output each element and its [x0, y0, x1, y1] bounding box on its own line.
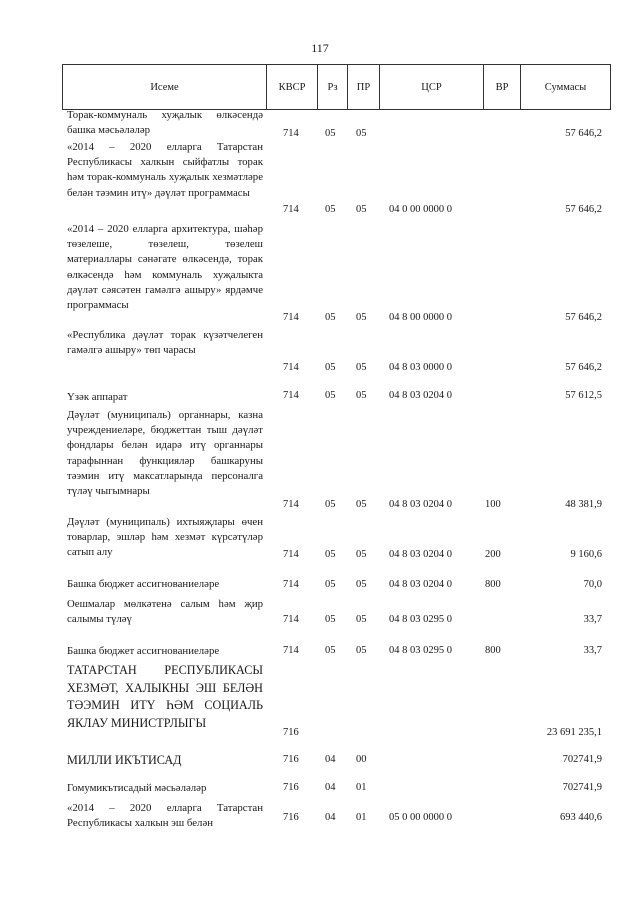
row-name: «2014 – 2020 елларга Татарстан Республикасы халкын эш белән [67, 802, 263, 830]
row-csr: 04 0 00 0000 0 [389, 204, 452, 215]
row-rz: 05 [325, 645, 336, 656]
row-vr: 200 [485, 549, 501, 560]
row-pr: 05 [356, 645, 367, 656]
row-kvsr: 714 [283, 362, 299, 373]
row-csr: 04 8 03 0000 0 [389, 362, 452, 373]
row-csr: 04 8 03 0204 0 [389, 579, 452, 590]
row-pr: 01 [356, 812, 367, 823]
row-rz: 05 [325, 499, 336, 510]
row-sum: 33,7 [583, 614, 602, 625]
row-kvsr: 714 [283, 549, 299, 560]
row-name: Үзәк аппарат [67, 391, 128, 403]
row-name: Гомумикътисадый мәсьәләләр [67, 782, 207, 794]
row-name: Башка бюджет ассигнованиеләре [67, 578, 220, 590]
row-pr: 05 [356, 128, 367, 139]
row-rz: 04 [325, 812, 336, 823]
row-pr: 05 [356, 204, 367, 215]
row-kvsr: 714 [283, 499, 299, 510]
row-kvsr: 716 [283, 782, 299, 793]
row-rz: 05 [325, 204, 336, 215]
row-name: Дәүләт (муниципаль) ихтыяҗлары өчен товарлар, эшләр һәм хезмәт күрсәтүләр сатып алу [67, 516, 263, 559]
row-rz: 04 [325, 754, 336, 765]
row-csr: 04 8 03 0204 0 [389, 549, 452, 560]
row-pr: 05 [356, 614, 367, 625]
row-rz: 05 [325, 549, 336, 560]
row-kvsr: 714 [283, 312, 299, 323]
row-kvsr: 714 [283, 204, 299, 215]
row-rz: 05 [325, 614, 336, 625]
header-pr: ПР [347, 65, 379, 109]
row-name: Торак-коммуналь хуҗалык өлкәсендә башка мәсьәләләр [67, 109, 263, 137]
row-pr: 05 [356, 579, 367, 590]
row-sum: 702741,9 [562, 782, 602, 793]
row-name: «2014 – 2020 елларга архитектура, шәһәр төзелеше, төзелеш, төзелеш материаллары сәнәгате өлкәсендә, торак өлкәсендә һәм коммуналь хуҗалыкта дәүләт сәясәтен гамәлгә ашыру» ярдәмче программасы [67, 223, 263, 312]
row-sum: 57 612,5 [565, 390, 602, 401]
row-sum: 70,0 [583, 579, 602, 590]
header-kvsr: КВСР [266, 65, 317, 109]
row-kvsr: 716 [283, 754, 299, 765]
row-pr: 05 [356, 362, 367, 373]
row-rz: 04 [325, 782, 336, 793]
row-name: ТАТАРСТАН РЕСПУБЛИКАСЫ ХЕЗМӘТ, ХАЛЫКНЫ ЭШ БЕЛӘН ТӘЭМИН ИТҮ ҺӘМ СОЦИАЛЬ ЯКЛАУ МИНИСТРЛЫГЫ [67, 663, 263, 730]
row-sum: 693 440,6 [560, 812, 602, 823]
row-sum: 33,7 [583, 645, 602, 656]
row-rz: 05 [325, 579, 336, 590]
row-sum: 57 646,2 [565, 204, 602, 215]
row-name: Дәүләт (муниципаль) органнары, казна учреждениеләре, бюджеттан тыш дәүләт фондлары белән идарә итү органнары тарафыннан функцияләр башкаруны тәэмин итү максатларында персоналга түләү чыгымнары [67, 409, 263, 498]
row-sum: 48 381,9 [565, 499, 602, 510]
row-kvsr: 716 [283, 727, 299, 738]
row-kvsr: 714 [283, 645, 299, 656]
row-pr: 05 [356, 312, 367, 323]
row-name: Башка бюджет ассигнованиеләре [67, 645, 220, 657]
row-csr: 04 8 00 0000 0 [389, 312, 452, 323]
row-sum: 57 646,2 [565, 128, 602, 139]
row-csr: 04 8 03 0204 0 [389, 499, 452, 510]
header-rz: Рз [317, 65, 347, 109]
row-rz: 05 [325, 390, 336, 401]
row-name: МИЛЛИ ИКЪТИСАД [67, 753, 182, 767]
row-name: Оешмалар мөлкәтенә салым һәм җир салымы түләү [67, 598, 263, 626]
row-name: «Республика дәүләт торак күзәтчелеген гамәлгә ашыру» төп чарасы [67, 329, 263, 357]
row-sum: 9 160,6 [570, 549, 602, 560]
header-csr: ЦСР [379, 65, 483, 109]
table-header [62, 64, 611, 110]
row-csr: 04 8 03 0295 0 [389, 614, 452, 625]
row-kvsr: 714 [283, 579, 299, 590]
header-name: Исеме [150, 81, 179, 93]
row-kvsr: 714 [283, 390, 299, 401]
page-number: 117 [311, 41, 329, 55]
row-rz: 05 [325, 128, 336, 139]
row-kvsr: 716 [283, 812, 299, 823]
row-sum: 57 646,2 [565, 312, 602, 323]
row-pr: 00 [356, 754, 367, 765]
row-csr: 05 0 00 0000 0 [389, 812, 452, 823]
row-name: «2014 – 2020 елларга Татарстан Республикасы халкын сыйфатлы торак һәм торак-коммуналь хуҗалык хезмәтләре белән тәэмин итү» дәүләт программасы [67, 141, 263, 199]
header-sum: Суммасы [520, 65, 610, 109]
row-sum: 23 691 235,1 [546, 727, 602, 738]
row-pr: 01 [356, 782, 367, 793]
row-vr: 100 [485, 499, 501, 510]
row-kvsr: 714 [283, 614, 299, 625]
row-vr: 800 [485, 579, 501, 590]
row-rz: 05 [325, 362, 336, 373]
row-csr: 04 8 03 0204 0 [389, 390, 452, 401]
row-sum: 57 646,2 [565, 362, 602, 373]
row-pr: 05 [356, 549, 367, 560]
row-sum: 702741,9 [562, 754, 602, 765]
row-pr: 05 [356, 390, 367, 401]
row-vr: 800 [485, 645, 501, 656]
header-vr: ВР [483, 65, 520, 109]
row-rz: 05 [325, 312, 336, 323]
row-pr: 05 [356, 499, 367, 510]
row-kvsr: 714 [283, 128, 299, 139]
row-csr: 04 8 03 0295 0 [389, 645, 452, 656]
